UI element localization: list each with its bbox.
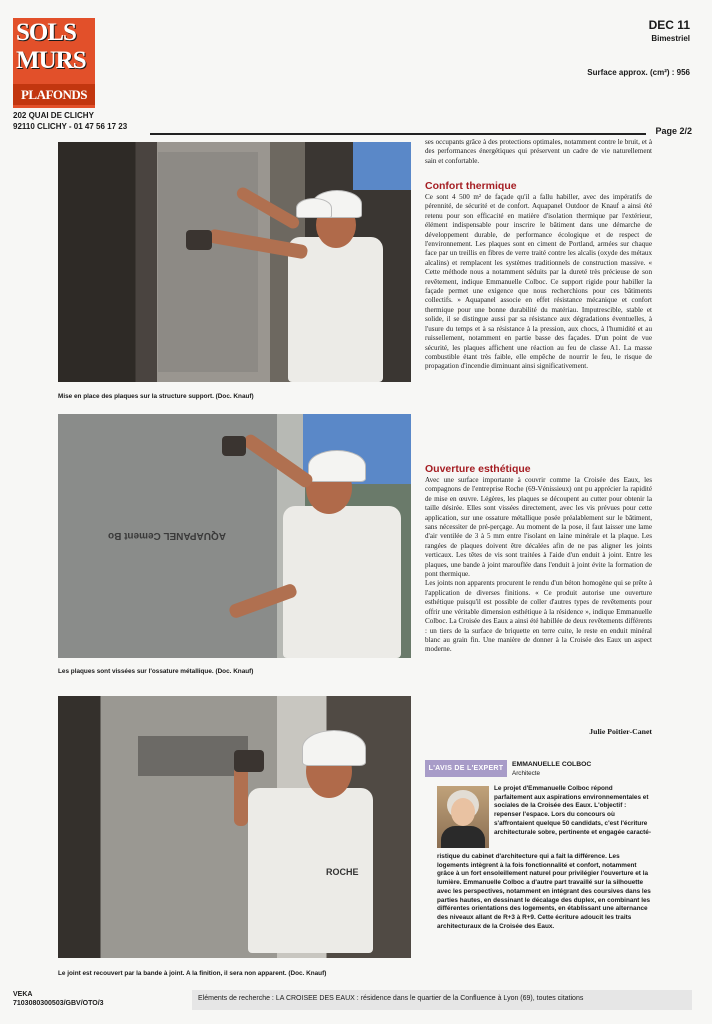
publication-logo [13, 18, 95, 108]
article-author: Julie Poitier-Canet [589, 727, 652, 736]
photo-caption: Mise en place des plaques sur la structure support. (Doc. Knauf) [58, 393, 254, 400]
confort-paragraph: Ce sont 4 500 m² de façade qu'il a fallu habiller, avec des impératifs de pérennité, de sécurité et de confort. Aquapanel Outdoor de Knauf a ainsi été retenu pour son efficacité en matière d'isolation thermique par l'extérieur, élément indispensable pour inscrire le bâtiment dans une démarche de développement durable, de performance écologique et de respect de l'environnement. Les plaques sont en ciment de Portland, armées sur chaque face par un treillis en fibres de verre traité contre les alcalis (oxyde des métaux alcalins) et remplacent les systèmes traditionnels de construction massive. « Cette méthode nous a notamment séduits par la dureté très précieuse de son revêtement, indique Emmanuelle Colboc. Ce support rigide pour habiller la façade permet une exigence que nous recherchions pour ces bâtiments collectifs. » Aquapanel associe en effet résistance mécanique et confort thermique pour une bonne durabilité du matériau. Imputrescible, stable et solide, il se distingue aussi par sa résistance aux dégradations éventuelles, à l'usure du temps et à sa résistance à la pression, aux chocs, à l'humidité et au ruissellement, notamment en partie basse des façades. D'un point de vue sécurité, les plaques affichent une réaction au feu de classe A1. La masse combustible étant très faible, elle empêche de nourrir le feu, le risque de propagation d'incendie diminuant ainsi significativement. [425, 193, 652, 371]
expert-text-bottom: ristique du cabinet d'architecture qui a fait la différence. Les logements intègrent à la fois fonctionnalité et confort, notamment grâce à un fort ensoleillement naturel pour privilégier l'ouverture et la lumière. Emmanuelle Colboc a d'autre part travaillé sur la silhouette avec les perspectives, notamment en intégrant des coursives dans les parties hautes, en dessinant le décalage des duplex, en combinant les différentes orientations des logements, en établissant une alternance des niveaux allant de R+3 à R+9. Cette écriture adoucit les traits architecturaux de la Croisée des Eaux. [437, 853, 651, 930]
section-ouverture-body [425, 476, 652, 655]
logo-line-murs: MURS [16, 47, 86, 74]
panel-print-text: AQUAPANEL Cement Bo [108, 530, 226, 541]
photo-sky [353, 142, 411, 190]
worker-glove [186, 230, 212, 250]
expert-name: EMMANUELLE COLBOC [512, 761, 592, 768]
surface-area: Surface approx. (cm²) : 956 [587, 68, 690, 77]
worker-glove [222, 436, 246, 456]
section-confort-body [425, 193, 652, 372]
address-city-phone: 92110 CLICHY - 01 47 56 17 23 [13, 122, 128, 131]
worker-helmet [302, 730, 366, 766]
photo-panel [158, 152, 258, 372]
page-number: Page 2/2 [655, 126, 692, 136]
section-heading-ouverture: Ouverture esthétique [425, 463, 531, 475]
shirt-print-text: ROCHE [326, 867, 359, 877]
expert-text-top: Le projet d'Emmanuelle Colboc répond parfaitement aux aspirations environnementales et sociales de la Croisée des Eaux. L'objectif : repenser l'espace. Lors du concours où s'affrontaient quelque 50 candidats, c'est l'écriture architecturale sobre, pertinente et engagée caracté- [494, 785, 651, 836]
second-worker-helmet [296, 198, 332, 218]
ouverture-paragraph-2: Les joints non apparents procurent le rendu d'un béton homogène qui se prête à l'application de diverses finitions. « Ce produit autorise une ouverture esthétique puisqu'il est possible de coller d'autres types de revêtements pour offrir une véritable dimension esthétique à la résidence », indique Emmanuelle Colboc. La Croisée des Eaux a ainsi été habillée de deux revêtements différents : un tiers de la surface de briquette en terre cuite, le reste en enduit minéral blanc au grain fin. Une manière de donner à la Croisée des Eaux un aspect moderne. [425, 579, 652, 654]
address-street: 202 QUAI DE CLICHY [13, 111, 94, 120]
joint-band [138, 736, 248, 776]
portrait-body [441, 826, 485, 848]
worker-helmet [308, 450, 366, 482]
worker-arm [234, 766, 248, 826]
ouverture-paragraph-1: Avec une surface importante à couvrir comme la Croisée des Eaux, les compagnons de l'entreprise Roche (69-Vénissieux) ont pu apprécier la rapidité de mise en œuvre. Légères, les plaques se découpent au cutter pour obtenir la taille désirée. Elles sont vissées directement, avec les vis prévues pour cette application, sur une ossature métallique posée préalablement sur le bâtiment, sans nécessiter de pré-perçage. Au moment de la pose, il faut laisser une lame d'air ventilée de 3 à 5 mm entre l'isolant en laine minérale et la plaque. Les rangées de plaques doivent être décalées afin de ne pas aligner les joints verticaux. Les têtes de vis sont traitées à l'aide d'un enduit à joint. Entre les plaques, une bande à joint marouflée dans l'enduit à joint évite la formation de pont thermique. [425, 476, 652, 579]
logo-line-sols: SOLS [16, 19, 76, 46]
photo-caption: Le joint est recouvert par la bande à joint. A la finition, il sera non apparent. (Doc. Knauf) [58, 970, 327, 977]
photo-panel-screwing [58, 414, 411, 658]
photo-joint-taping [58, 696, 411, 958]
expert-portrait [437, 786, 489, 848]
header-rule [150, 133, 646, 135]
worker-shirt [283, 506, 401, 658]
intro-paragraph: ses occupants grâce à des protections optimales, notamment contre le bruit, et à des performances énergétiques qui préservent un cadre de vie naturellement sain et confortable. [425, 138, 652, 165]
footer-code [13, 990, 104, 1008]
logo-line-plafonds: PLAFONDS [13, 84, 95, 105]
article-intro [425, 138, 652, 166]
footer-client: VEKA [13, 991, 33, 998]
section-heading-confort: Confort thermique [425, 180, 517, 192]
photo-caption: Les plaques sont vissées sur l'ossature métallique. (Doc. Knauf) [58, 668, 254, 675]
publication-address [13, 110, 127, 132]
photo-panel-installation [58, 142, 411, 382]
worker-shirt [288, 237, 383, 382]
footer-reference: 7103080300503/GBV/OTO/3 [13, 1000, 104, 1007]
expert-role: Architecte [512, 770, 540, 777]
issue-date: DEC 11 [648, 18, 690, 32]
expert-tag: L'AVIS DE L'EXPERT [425, 760, 507, 777]
worker-glove [234, 750, 264, 772]
portrait-face [451, 798, 475, 826]
footer-search-elements: Eléments de recherche : LA CROISEE DES EAUX : résidence dans le quartier de la Confluence à Lyon (69), toutes citations [198, 995, 584, 1002]
issue-frequency: Bimestriel [651, 34, 690, 43]
